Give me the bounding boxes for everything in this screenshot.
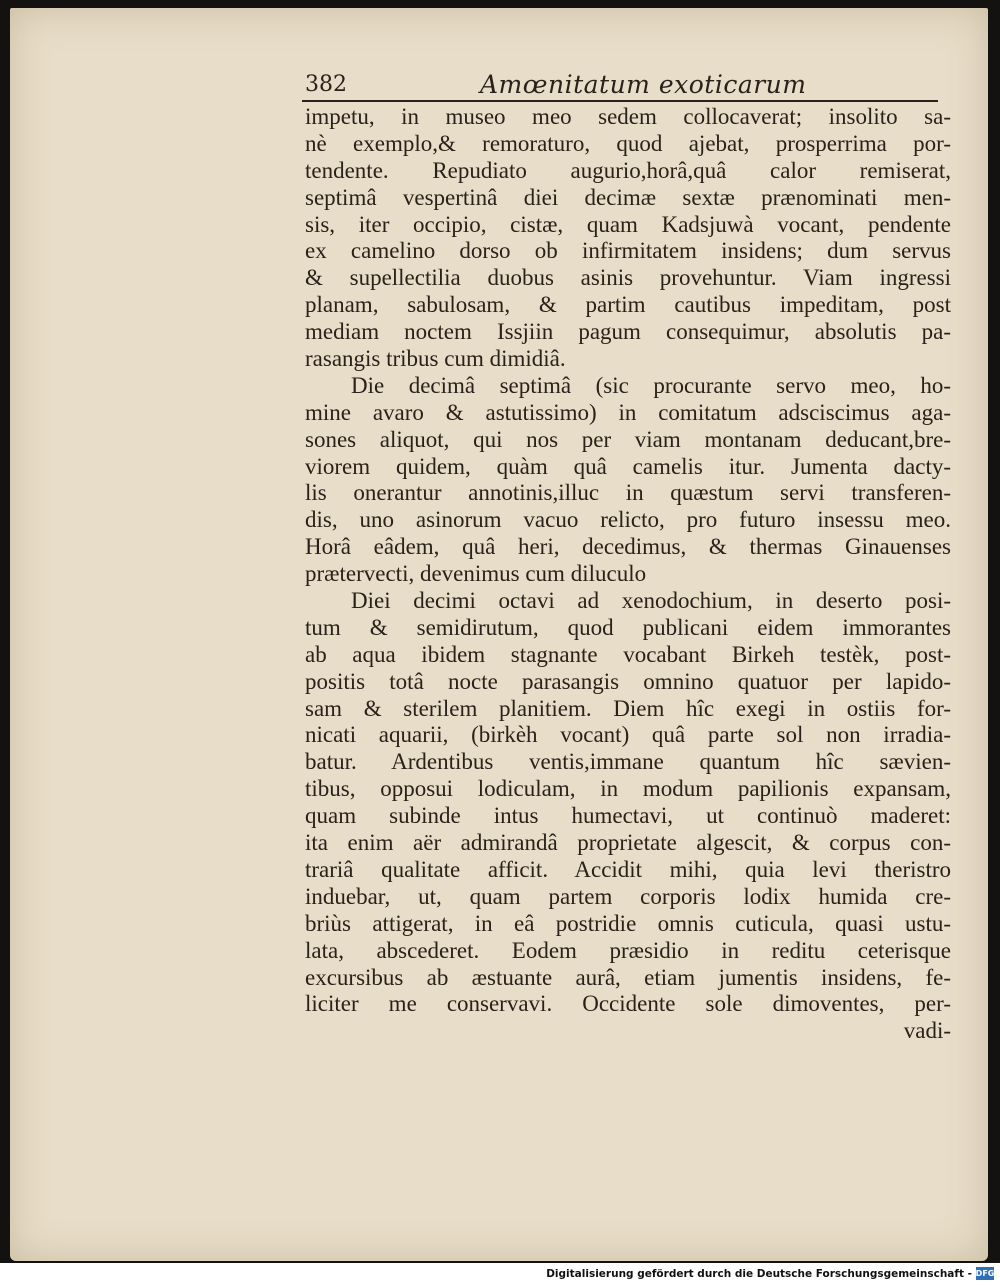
text-line: ita enim aër admirandâ proprietate algescit, & corpus con- xyxy=(305,830,951,856)
text-line: Horâ eâdem, quâ heri, decedimus, & thermas Ginauenses xyxy=(305,534,951,560)
text-line: liciter me conservavi. Occidente sole dimoventes, per- xyxy=(305,991,951,1017)
text-line: ex camelino dorso ob infirmitatem insidens; dum servus xyxy=(305,238,951,264)
text-line: tibus, opposui lodiculam, in modum papilionis expansam, xyxy=(305,776,951,802)
text-line: planam, sabulosam, & partim cautibus impeditam, post xyxy=(305,292,951,318)
paragraph-start-line: Diei decimi octavi ad xenodochium, in deserto posi- xyxy=(351,588,951,614)
text-line: rasangis tribus cum dimidiâ. xyxy=(305,346,566,372)
text-line: positis totâ nocte parasangis omnino quatuor per lapido- xyxy=(305,668,951,694)
body-text xyxy=(305,104,951,1045)
text-line: nè exemplo,& remoraturo, quod ajebat, prosperrima por- xyxy=(305,130,951,156)
text-line: & supellectilia duobus asinis provehuntur. Viam ingressi xyxy=(305,265,951,291)
text-line: dis, uno asinorum vacuo relicto, pro futuro insessu meo. xyxy=(305,507,951,533)
running-title: Amœnitatum exoticarum xyxy=(480,70,807,99)
text-line: mediam noctem Issjiin pagum consequimur, absolutis pa- xyxy=(305,319,951,345)
paragraph-start-line: Die decimâ septimâ (sic procurante servo meo, ho- xyxy=(351,372,951,398)
text-line: batur. Ardentibus ventis,immane quantum hîc sævien- xyxy=(305,749,951,775)
text-line: lis onerantur annotinis,illuc in quæstum servi transferen- xyxy=(305,480,951,506)
text-line: sis, iter occipio, cistæ, quam Kadsjuwà vocant, pendente xyxy=(305,211,951,237)
header-rule xyxy=(302,100,938,102)
text-line: lata, abscederet. Eodem præsidio in reditu ceterisque xyxy=(305,937,951,963)
text-line: viorem quidem, quàm quâ camelis itur. Jumenta dacty- xyxy=(305,453,951,479)
text-line: trariâ qualitate afficit. Accidit mihi, quia levi theristro xyxy=(305,856,951,882)
text-line: sones aliquot, qui nos per viam montanam deducant,bre- xyxy=(305,426,951,452)
text-line: excursibus ab æstuante aurâ, etiam jumentis insidens, fe- xyxy=(305,964,951,990)
text-line: sam & sterilem planitiem. Diem hîc exegi in ostiis for- xyxy=(305,695,951,721)
dfg-logo: DFG xyxy=(975,1269,995,1278)
text-line: briùs attigerat, in eâ postridie omnis cuticula, quasi ustu- xyxy=(305,910,951,936)
text-line: mine avaro & astutissimo) in comitatum adsciscimus aga- xyxy=(305,399,951,425)
text-line: septimâ vespertinâ diei decimæ sextæ prænominati men- xyxy=(305,184,951,210)
text-line: tum & semidirutum, quod publicani eidem immorantes xyxy=(305,614,951,640)
text-line: quam subinde intus humectavi, ut continuò maderet: xyxy=(305,803,951,829)
text-line: induebar, ut, quam partem corporis lodix humida cre- xyxy=(305,883,951,909)
page-number: 382 xyxy=(305,72,347,97)
text-line: impetu, in museo meo sedem collocaverat; insolito sa- xyxy=(305,104,951,129)
text-line: prætervecti, devenimus cum diluculo xyxy=(305,561,647,587)
text-line: tendente. Repudiato augurio,horâ,quâ calor remiserat, xyxy=(305,157,951,183)
digitization-credit: Digitalisierung gefördert durch die Deutsche Forschungsgemeinschaft - xyxy=(546,1268,972,1280)
catchword: vadi- xyxy=(903,1018,951,1044)
text-line: ab aqua ibidem stagnante vocabant Birkeh testèk, post- xyxy=(305,641,951,667)
text-line: nicati aquarii, (birkèh vocant) quâ parte sol non irradia- xyxy=(305,722,951,748)
